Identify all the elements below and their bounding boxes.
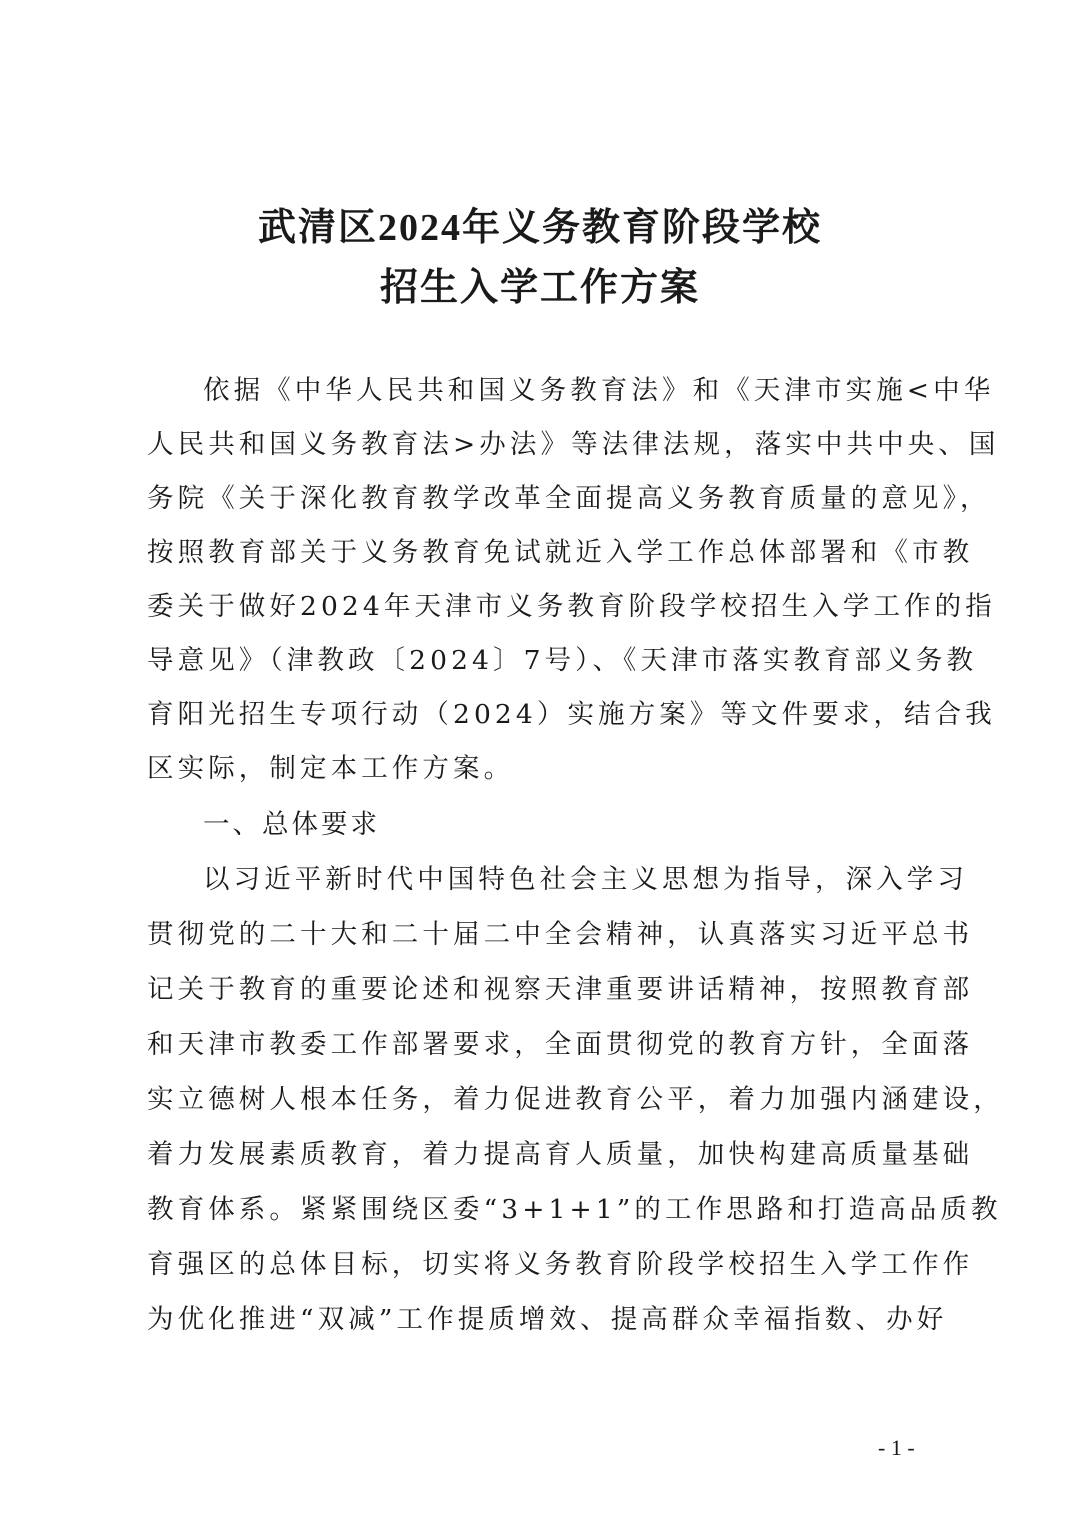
paragraph-line: 贯彻党的二十大和二十届二中全会精神，认真落实习近平总书 <box>147 919 974 950</box>
section-heading-general-requirements: 一、总体要求 <box>203 809 380 840</box>
document-title-line-1: 武清区2024年义务教育阶段学校 <box>257 207 822 249</box>
paragraph-line: 依据《中华人民共和国义务教育法》和《天津市实施<中华 <box>203 375 995 406</box>
paragraph-line: 记关于教育的重要论述和视察天津重要讲话精神，按照教育部 <box>147 974 974 1005</box>
page-number: - 1 - <box>878 1435 915 1460</box>
paragraph-line: 委关于做好2024年天津市义务教育阶段学校招生入学工作的指 <box>147 591 996 622</box>
paragraph-line: 着力发展素质教育，着力提高育人质量，加快构建高质量基础 <box>147 1139 974 1170</box>
paragraph-line: 育阳光招生专项行动（2024）实施方案》等文件要求，结合我 <box>147 699 996 730</box>
paragraph-line: 育强区的总体目标，切实将义务教育阶段学校招生入学工作作 <box>147 1249 974 1280</box>
paragraph-line: 区实际，制定本工作方案。 <box>147 753 515 784</box>
paragraph-line: 为优化推进“双减”工作提质增效、提高群众幸福指数、办好 <box>147 1304 948 1335</box>
paragraph-line: 按照教育部关于义务教育免试就近入学工作总体部署和《市教 <box>147 537 974 568</box>
paragraph-line: 以习近平新时代中国特色社会主义思想为指导，深入学习 <box>203 864 968 895</box>
paragraph-line: 和天津市教委工作部署要求，全面贯彻党的教育方针，全面落 <box>147 1029 974 1060</box>
paragraph-line: 实立德树人根本任务，着力促进教育公平，着力加强内涵建设， <box>147 1084 1004 1115</box>
document-title-line-2: 招生入学工作方案 <box>379 267 700 309</box>
paragraph-line: 人民共和国义务教育法>办法》等法律法规，落实中共中央、国 <box>147 429 1000 460</box>
paragraph-line: 教育体系。紧紧围绕区委“3+1+1”的工作思路和打造高品质教 <box>147 1194 1002 1225</box>
paragraph-line: 导意见》（津教政〔2024〕7号）、《天津市落实教育部义务教 <box>147 645 978 676</box>
paragraph-line: 务院《关于深化教育教学改革全面提高义务教育质量的意见》， <box>147 483 991 514</box>
